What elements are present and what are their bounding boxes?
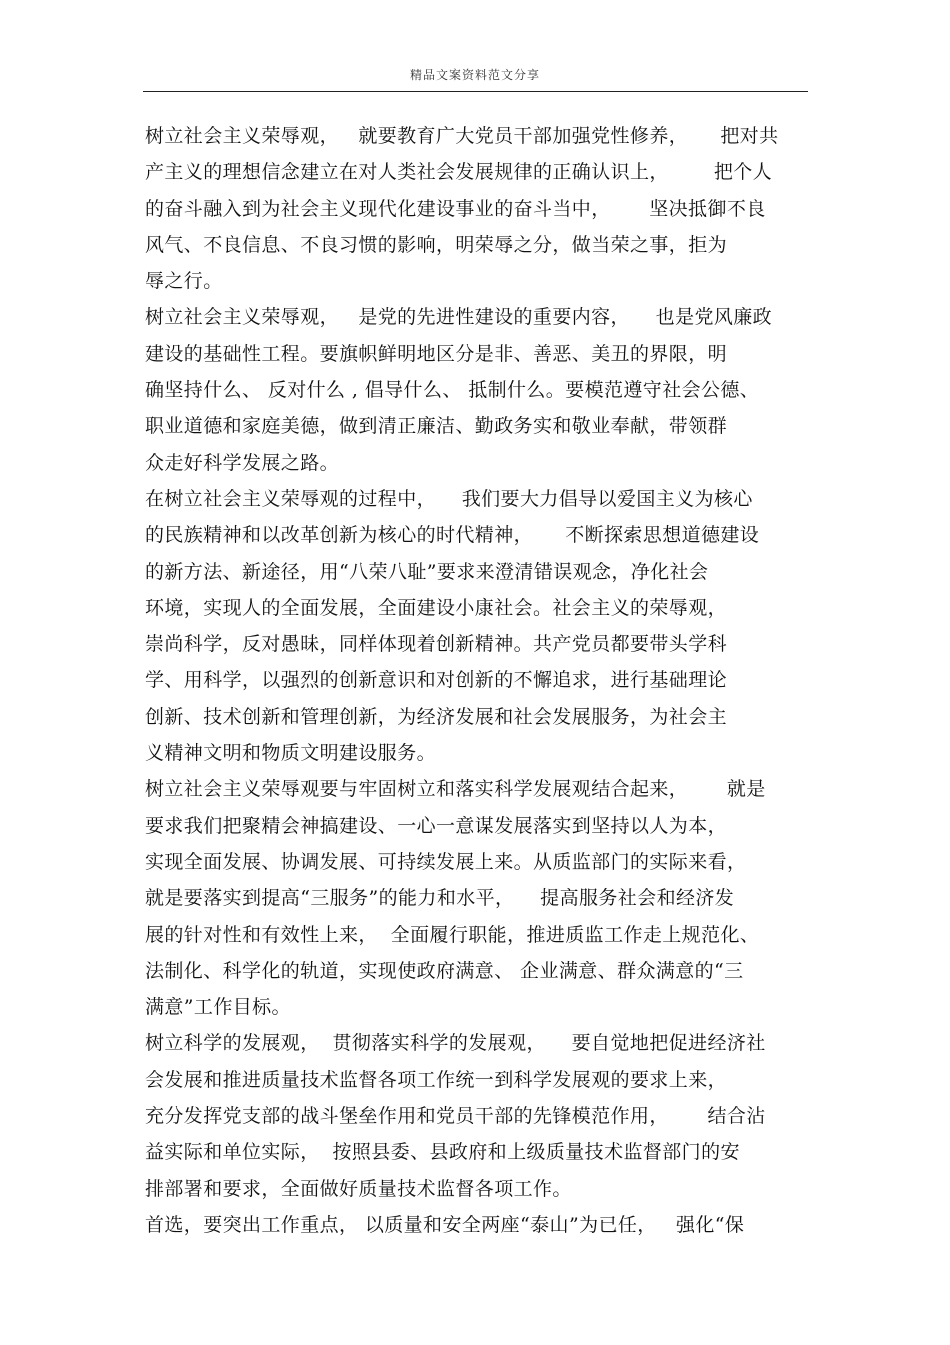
text-line: 首选，要突出工作重点， 以质量和安全两座“泰山”为已任， 强化“保 <box>145 1213 745 1236</box>
text-line: 要求我们把聚精会神搞建设、一心一意谋发展落实到坚持以人为本， <box>145 814 728 837</box>
text-line: 辱之行。 <box>145 270 223 293</box>
text-line: 产主义的理想信念建立在对人类社会发展规律的正确认识上， 把个人 <box>145 161 773 184</box>
text-line: 建设的基础性工程。要旗帜鲜明地区分是非、善恶、美丑的界限，明 <box>145 342 728 365</box>
text-line: 确坚持什么、 反对什么 , 倡导什么、 抵制什么。要模范遵守社会公德、 <box>145 379 760 402</box>
text-line: 众走好科学发展之路。 <box>145 451 340 474</box>
text-line: 学、用科学，以强烈的创新意识和对创新的不懈追求，进行基础理论 <box>145 669 728 692</box>
text-line: 展的针对性和有效性上来， 全面履行职能，推进质监工作走上规范化、 <box>145 923 760 946</box>
text-line: 排部署和要求，全面做好质量技术监督各项工作。 <box>145 1177 572 1200</box>
text-line: 树立社会主义荣辱观， 是党的先进性建设的重要内容， 也是党风廉政 <box>145 306 773 329</box>
text-line: 的奋斗融入到为社会主义现代化建设事业的奋斗当中， 坚决抵御不良 <box>145 197 766 220</box>
document-body <box>145 118 810 1243</box>
text-line: 实现全面发展、协调发展、可持续发展上来。从质监部门的实际来看， <box>145 850 747 873</box>
text-line: 树立社会主义荣辱观要与牢固树立和落实科学发展观结合起来， 就是 <box>145 778 766 801</box>
text-line: 崇尚科学，反对愚昧，同样体现着创新精神。共产党员都要带头学科 <box>145 633 728 656</box>
text-line: 满意”工作目标。 <box>145 996 291 1019</box>
text-line: 法制化、科学化的轨道，实现使政府满意、 企业满意、群众满意的“三 <box>145 959 744 982</box>
text-line: 职业道德和家庭美德，做到清正廉洁、勤政务实和敬业奉献，带领群 <box>145 415 728 438</box>
text-line: 创新、技术创新和管理创新，为经济发展和社会发展服务，为社会主 <box>145 705 728 728</box>
text-line: 环境，实现人的全面发展，全面建设小康社会。社会主义的荣辱观， <box>145 596 728 619</box>
text-line: 的民族精神和以改革创新为核心的时代精神， 不断探索思想道德建设 <box>145 524 760 547</box>
text-line: 就是要落实到提高“三服务”的能力和水平， 提高服务社会和经济发 <box>145 887 735 910</box>
text-line: 风气、不良信息、不良习惯的影响，明荣辱之分，做当荣之事，拒为 <box>145 233 728 256</box>
text-line: 义精神文明和物质文明建设服务。 <box>145 742 437 765</box>
text-line: 树立社会主义荣辱观， 就要教育广大党员干部加强党性修养， 把对共 <box>145 125 779 147</box>
text-line: 树立科学的发展观， 贯彻落实科学的发展观， 要自觉地把促进经济社 <box>145 1032 766 1055</box>
text-line: 益实际和单位实际， 按照县委、县政府和上级质量技术监督部门的安 <box>145 1141 740 1164</box>
page-header: 精品文案资料范文分享 <box>409 68 540 82</box>
text-line: 充分发挥党支部的战斗堡垒作用和党员干部的先锋模范作用， 结合沾 <box>145 1105 766 1128</box>
text-line: 在树立社会主义荣辱观的过程中， 我们要大力倡导以爱国主义为核心 <box>145 487 753 510</box>
header-divider <box>143 91 808 92</box>
text-line: 会发展和推进质量技术监督各项工作统一到科学发展观的要求上来， <box>145 1068 728 1091</box>
text-line: 的新方法、新途径，用“八荣八耻”要求来澄清错误观念，净化社会 <box>145 560 709 583</box>
